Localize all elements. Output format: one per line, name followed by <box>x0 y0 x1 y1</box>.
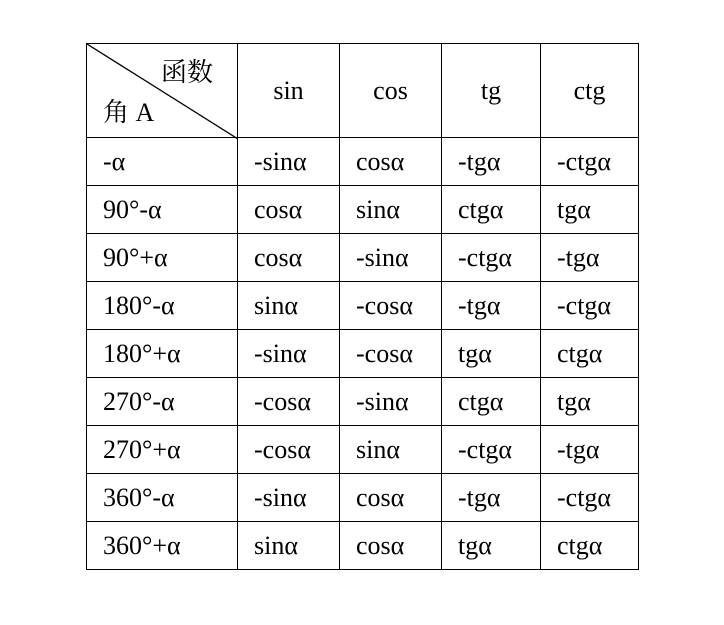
value-cell: -sinα <box>238 330 340 378</box>
value-cell: -tgα <box>442 282 541 330</box>
table-row <box>87 234 639 282</box>
function-label: 函数 <box>160 58 213 87</box>
value-cell: -tgα <box>541 426 639 474</box>
value-cell: sinα <box>238 522 340 570</box>
table-row <box>87 282 639 330</box>
table-row <box>87 426 639 474</box>
angle-cell: 180°-α <box>87 282 238 330</box>
table-row <box>87 522 639 570</box>
table-row <box>87 378 639 426</box>
value-cell: cosα <box>340 474 442 522</box>
table-row <box>87 186 639 234</box>
column-header: ctg <box>541 44 639 138</box>
angle-cell: -α <box>87 138 238 186</box>
value-cell: -sinα <box>340 378 442 426</box>
value-cell: ctgα <box>541 522 639 570</box>
angle-cell: 90°+α <box>87 234 238 282</box>
angle-cell: 90°-α <box>87 186 238 234</box>
value-cell: -tgα <box>541 234 639 282</box>
value-cell: -sinα <box>238 138 340 186</box>
value-cell: -ctgα <box>541 282 639 330</box>
value-cell: -ctgα <box>442 426 541 474</box>
value-cell: -ctgα <box>541 138 639 186</box>
angle-cell: 270°-α <box>87 378 238 426</box>
value-cell: -sinα <box>340 234 442 282</box>
column-header: tg <box>442 44 541 138</box>
value-cell: -cosα <box>238 426 340 474</box>
value-cell: sinα <box>238 282 340 330</box>
angle-cell: 270°+α <box>87 426 238 474</box>
value-cell: ctgα <box>541 330 639 378</box>
value-cell: -ctgα <box>541 474 639 522</box>
value-cell: cosα <box>340 522 442 570</box>
value-cell: sinα <box>340 426 442 474</box>
table-row <box>87 474 639 522</box>
angle-cell: 180°+α <box>87 330 238 378</box>
value-cell: tgα <box>541 186 639 234</box>
corner-header-cell <box>87 44 238 138</box>
column-header: cos <box>340 44 442 138</box>
value-cell: ctgα <box>442 186 541 234</box>
value-cell: sinα <box>340 186 442 234</box>
table-row <box>87 138 639 186</box>
value-cell: cosα <box>238 234 340 282</box>
value-cell: -sinα <box>238 474 340 522</box>
value-cell: -tgα <box>442 474 541 522</box>
value-cell: -cosα <box>340 330 442 378</box>
value-cell: cosα <box>238 186 340 234</box>
table-row <box>87 330 639 378</box>
angle-label: 角 A <box>103 98 155 127</box>
value-cell: -tgα <box>442 138 541 186</box>
value-cell: ctgα <box>442 378 541 426</box>
value-cell: -cosα <box>340 282 442 330</box>
value-cell: tgα <box>541 378 639 426</box>
value-cell: tgα <box>442 522 541 570</box>
value-cell: tgα <box>442 330 541 378</box>
header-row <box>87 44 639 138</box>
angle-cell: 360°+α <box>87 522 238 570</box>
value-cell: -ctgα <box>442 234 541 282</box>
angle-cell: 360°-α <box>87 474 238 522</box>
column-header: sin <box>238 44 340 138</box>
value-cell: cosα <box>340 138 442 186</box>
trig-reduction-table <box>86 43 639 570</box>
value-cell: -cosα <box>238 378 340 426</box>
